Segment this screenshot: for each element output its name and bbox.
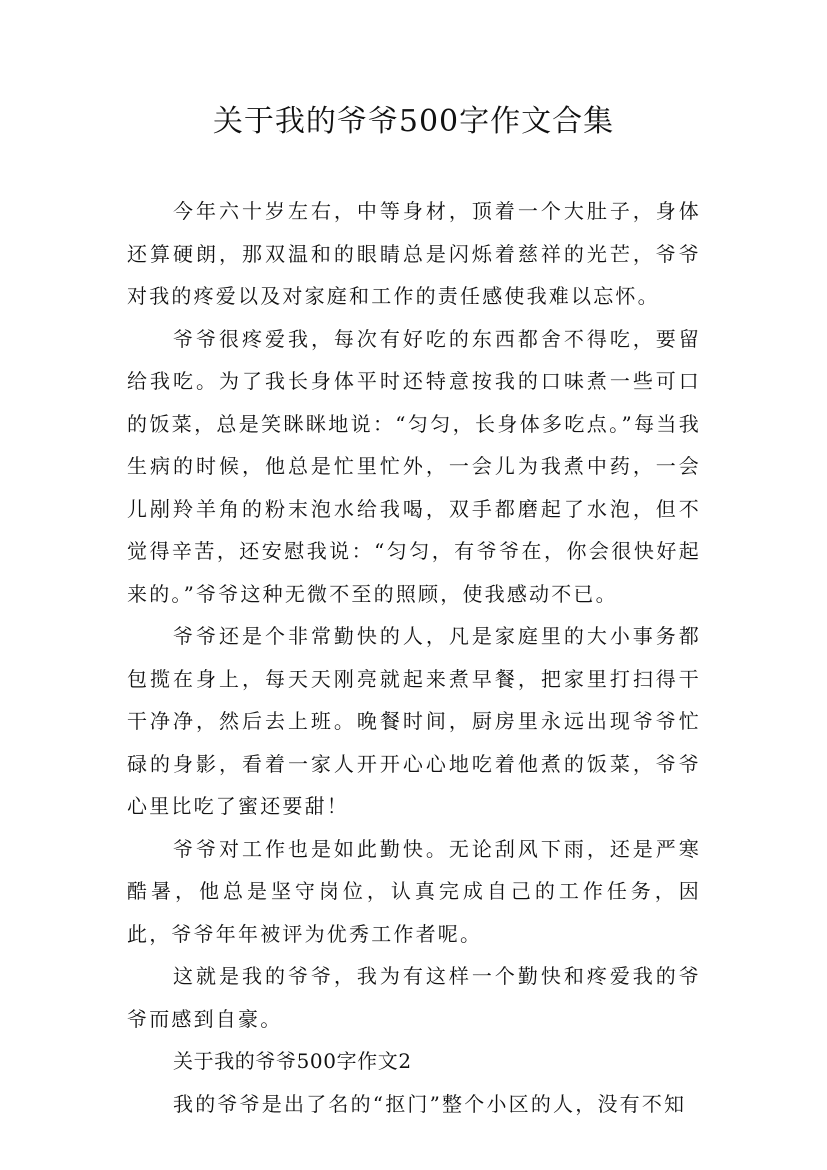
paragraph-4: 爷爷对工作也是如此勤快。无论刮风下雨，还是严寒酷暑，他总是坚守岗位，认真完成自己的工作任务，因此，爷爷年年被评为优秀工作者呢。: [127, 836, 701, 946]
paragraph-6: 我的爷爷是出了名的“抠门”整个小区的人，没有不知: [173, 1091, 687, 1116]
paragraph-2: 爷爷很疼爱我，每次有好吃的东西都舍不得吃，要留给我吃。为了我长身体平时还特意按我的口味煮一些可口的饭菜，总是笑眯眯地说：“匀匀，长身体多吃点。”每当我生病的时候，他总是忙里忙外，一会儿为我煮中药，一会儿剐羚羊角的粉末泡水给我喝，双手都磨起了水泡，但不觉得辛苦，还安慰我说：“匀匀，有爷爷在，你会很快好起来的。”爷爷这种无微不至的照顾，使我感动不已。: [127, 326, 701, 606]
paragraph-1: 今年六十岁左右，中等身材，顶着一个大肚子，身体还算硬朗，那双温和的眼睛总是闪烁着慈祥的光芒，爷爷对我的疼爱以及对家庭和工作的责任感使我难以忘怀。: [127, 199, 701, 308]
document-title: 关于我的爷爷500字作文合集: [212, 104, 615, 139]
document-body: [127, 190, 701, 1125]
section-title: 关于我的爷爷500字作文2: [173, 1049, 412, 1073]
paragraph-3: 爷爷还是个非常勤快的人，凡是家庭里的大小事务都包揽在身上，每天天刚亮就起来煮早餐，把家里打扫得干干净净，然后去上班。晚餐时间，厨房里永远出现爷爷忙碌的身影，看着一家人开开心心地吃着他煮的饭菜，爷爷心里比吃了蜜还要甜！: [127, 624, 701, 818]
paragraph-5: 这就是我的爷爷，我为有这样一个勤快和疼爱我的爷爷而感到自豪。: [127, 964, 701, 1031]
